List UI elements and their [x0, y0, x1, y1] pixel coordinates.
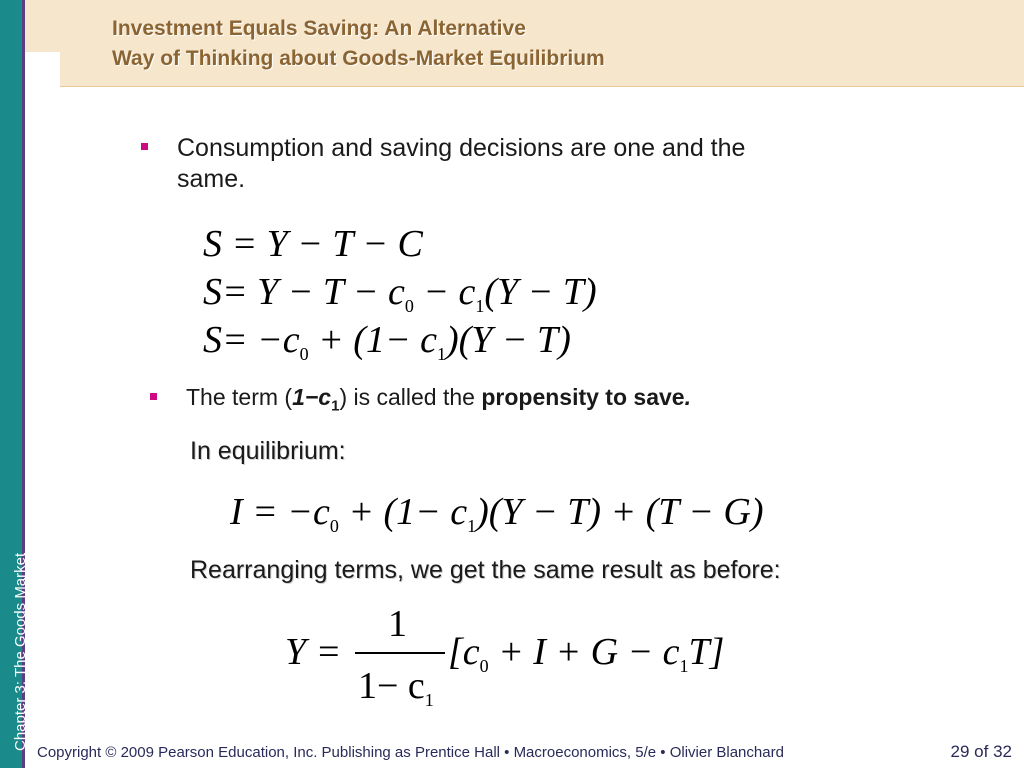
equation-saving-1 [203, 222, 423, 266]
eq5-part-3: T] [688, 631, 725, 673]
eq2-part-2: − c [413, 271, 476, 313]
fraction-bar [355, 652, 445, 654]
eq5-sub-1: 0 [479, 656, 489, 676]
bullet-2-term-sub: 1 [331, 397, 340, 415]
page-number: 29 of 32 [950, 742, 1012, 761]
eq4-part-3: )(Y − T) + (T − G) [476, 491, 764, 533]
eq1-rhs: = Y − T − C [231, 223, 423, 265]
eq3-part-3: )(Y − T) [445, 319, 571, 361]
eq4-part-2: + (1− c [338, 491, 468, 533]
bullet-1-line-1: Consumption and saving decisions are one and the [177, 134, 746, 162]
eq3-part-2: + (1− c [308, 319, 437, 361]
eq5-part-2: + I + G − c [488, 631, 680, 673]
in-equilibrium-label: In equilibrium: [190, 437, 346, 465]
eq1-lhs: S [203, 223, 222, 265]
bullet-1-line-2: same. [177, 165, 246, 193]
bullet-2-bold: propensity to save [481, 384, 685, 410]
rearranging-label: Rearranging terms, we get the same result as before: [190, 556, 781, 584]
title-line-1: Investment Equals Saving: An Alternative [112, 17, 526, 40]
eq5-sub-2: 1 [679, 656, 689, 676]
fraction-numerator: 1 [388, 603, 407, 645]
equation-equilibrium [230, 490, 763, 537]
bullet-2-term: 1−c [292, 384, 332, 410]
equation-saving-2 [203, 270, 597, 317]
eq3-lhs: S [203, 319, 222, 361]
bullet-text-1 [177, 133, 745, 195]
bullet-2-end: . [684, 384, 691, 410]
eq2-lhs: S [203, 271, 222, 313]
eq5-den: 1− c [358, 665, 425, 707]
eq2-sub-1: 0 [404, 296, 414, 316]
bullet-marker-2 [150, 393, 157, 400]
eq4-lhs: I [230, 491, 243, 533]
eq4-sub-2: 1 [467, 516, 477, 536]
footer-copyright: Copyright © 2009 Pearson Education, Inc. Publishing as Prentice Hall • Macroeconomics, 5/e • Olivier Blanchard [37, 744, 784, 761]
bullet-2-pre: The term ( [186, 384, 293, 410]
fraction-denominator [358, 664, 434, 711]
eq3-sub-2: 1 [436, 344, 446, 364]
equation-result-lhs [285, 630, 341, 674]
eq2-sub-2: 1 [475, 296, 485, 316]
slide-title [112, 14, 605, 74]
eq4-sub-1: 0 [329, 516, 339, 536]
eq5-part-1: [c [448, 631, 480, 673]
chapter-sidebar [0, 0, 29, 768]
bullet-2-mid: ) is called the [339, 384, 482, 410]
bullet-text-2 [186, 382, 691, 422]
equation-saving-3 [203, 318, 571, 365]
eq2-part-1: = Y − T − c [222, 271, 405, 313]
eq4-part-1: = −c [252, 491, 330, 533]
eq3-sub-1: 0 [299, 344, 309, 364]
eq2-part-3: (Y − T) [484, 271, 597, 313]
eq5-den-sub: 1 [424, 690, 434, 710]
eq3-part-1: = −c [222, 319, 300, 361]
chapter-label: Chapter 3: The Goods Market [12, 552, 29, 751]
eq5-lhs: Y = [285, 631, 342, 673]
equation-result-bracket [448, 630, 724, 677]
bullet-marker-1 [141, 143, 148, 150]
title-band-accent [25, 0, 60, 52]
title-line-2: Way of Thinking about Goods-Market Equilibrium [112, 47, 605, 70]
